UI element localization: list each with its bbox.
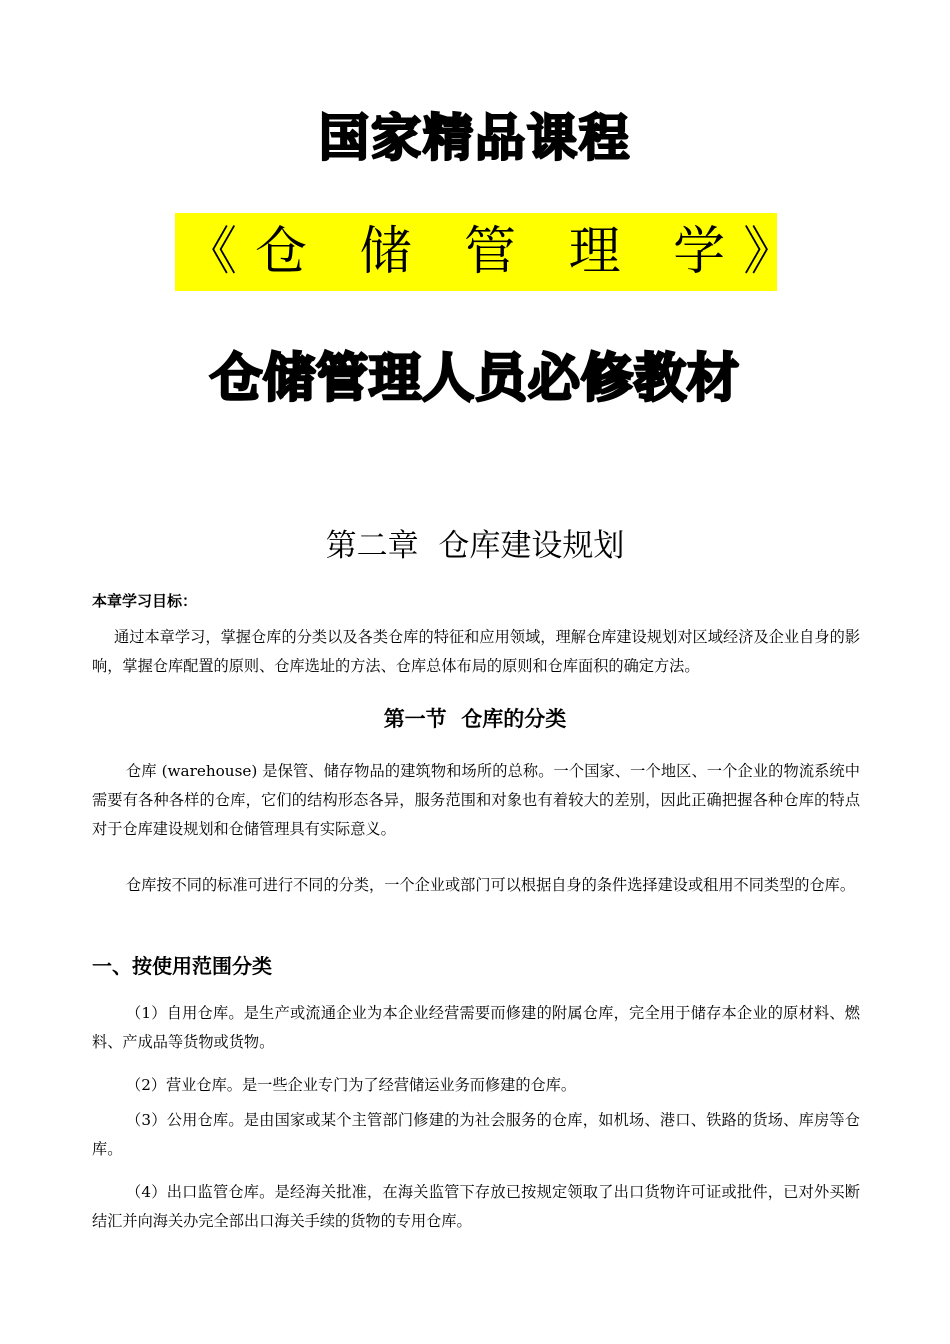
section-title: 第一节 仓库的分类 xyxy=(383,707,567,731)
course-title: 国家精品课程 xyxy=(319,109,631,167)
list-item: （2）营业仓库。是一些企业专门为了经营储运业务而修建的仓库。 xyxy=(126,1076,577,1094)
book-title-highlight xyxy=(175,213,814,291)
list-item: （4）出口监管仓库。是经海关批准，在海关监管下存放已按规定领取了出口货物许可证或批件，已对外买断结汇并向海关办完全部出口海关手续的货物的专用仓库。 xyxy=(92,1183,860,1230)
section-paragraph: 仓库按不同的标准可进行不同的分类，一个企业或部门可以根据自身的条件选择建设或租用不同类型的仓库。 xyxy=(126,876,855,894)
chapter-title: 第二章 仓库建设规划 xyxy=(325,528,625,564)
subsection-title: 一、按使用范围分类 xyxy=(92,954,272,978)
book-subtitle: 仓储管理人员必修教材 xyxy=(209,349,740,409)
list-item: （1）自用仓库。是生产或流通企业为本企业经营需要而修建的附属仓库，完全用于储存本企业的原材料、燃料、产成品等货物或货物。 xyxy=(92,1004,860,1051)
list-item: （3）公用仓库。是由国家或某个主管部门修建的为社会服务的仓库，如机场、港口、铁路的货场、库房等仓库。 xyxy=(92,1111,860,1158)
objectives-label: 本章学习目标： xyxy=(92,592,198,610)
book-title: 《仓 储 管 理 学》 xyxy=(185,222,814,282)
objectives-paragraph: 通过本章学习，掌握仓库的分类以及各类仓库的特征和应用领域，理解仓库建设规划对区域经济及企业自身的影响，掌握仓库配置的原则、仓库选址的方法、仓库总体布局的原则和仓库面积的确定方法。 xyxy=(92,628,860,675)
section-paragraph: 仓库 (warehouse) 是保管、储存物品的建筑物和场所的总称。一个国家、一个地区、一个企业的物流系统中需要有各种各样的仓库，它们的结构形态各异，服务范围和对象也有着较大的差别，因此正确把握各种仓库的特点对于仓库建设规划和仓储管理具有实际意义。 xyxy=(92,762,860,838)
